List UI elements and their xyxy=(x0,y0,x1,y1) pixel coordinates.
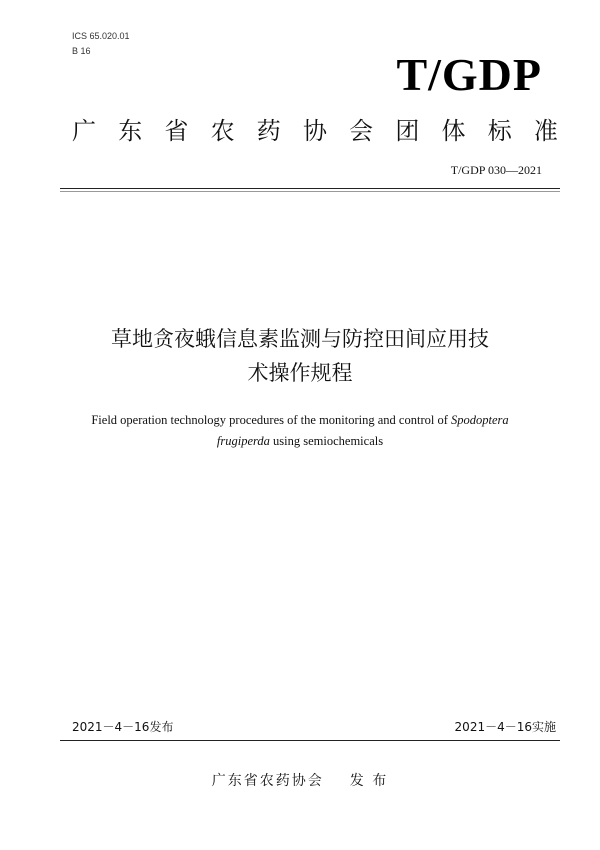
standard-type-char: 协 xyxy=(302,117,327,145)
title-chinese xyxy=(40,322,560,390)
standard-type-char: 广 xyxy=(72,117,96,145)
standard-type-char: 药 xyxy=(256,117,281,145)
title-chinese-line1: 草地贪夜蛾信息素监测与防控田间应用技 xyxy=(111,327,489,351)
title-english-italic2: frugiperda xyxy=(216,434,270,448)
standard-number: T/GDP 030—2021 xyxy=(450,163,542,177)
title-english-part1: Field operation technology procedures of the monitoring and control of xyxy=(91,413,451,427)
standard-type-char: 会 xyxy=(349,117,374,145)
publish-date: 2021－4－16发布 xyxy=(72,720,174,734)
footer-divider xyxy=(60,740,560,741)
title-english-italic1: Spodoptera xyxy=(451,413,509,427)
implement-date: 2021－4－16实施 xyxy=(454,720,556,734)
standard-type-heading xyxy=(72,114,558,148)
title-english xyxy=(40,410,560,452)
publisher-name: 广东省农药协会 xyxy=(211,773,324,789)
header-divider xyxy=(60,188,560,189)
publisher-action: 发 布 xyxy=(349,773,389,789)
standard-type-char: 标 xyxy=(487,117,512,145)
standard-type-char: 准 xyxy=(533,117,558,145)
title-english-part2: using semiochemicals xyxy=(269,434,384,448)
standard-type-char: 农 xyxy=(210,117,235,145)
standard-type-char: 体 xyxy=(441,117,466,145)
standard-type-char: 省 xyxy=(164,117,189,145)
standard-type-char: 东 xyxy=(118,117,143,145)
title-chinese-line2: 术操作规程 xyxy=(247,361,353,385)
organization-code: T/GDP xyxy=(396,49,542,100)
publisher-line xyxy=(0,770,600,792)
header-divider-thin xyxy=(60,191,560,192)
standard-type-char: 团 xyxy=(395,117,420,145)
ccs-code: B 16 xyxy=(72,46,91,56)
ics-code: ICS 65.020.01 xyxy=(72,31,130,41)
